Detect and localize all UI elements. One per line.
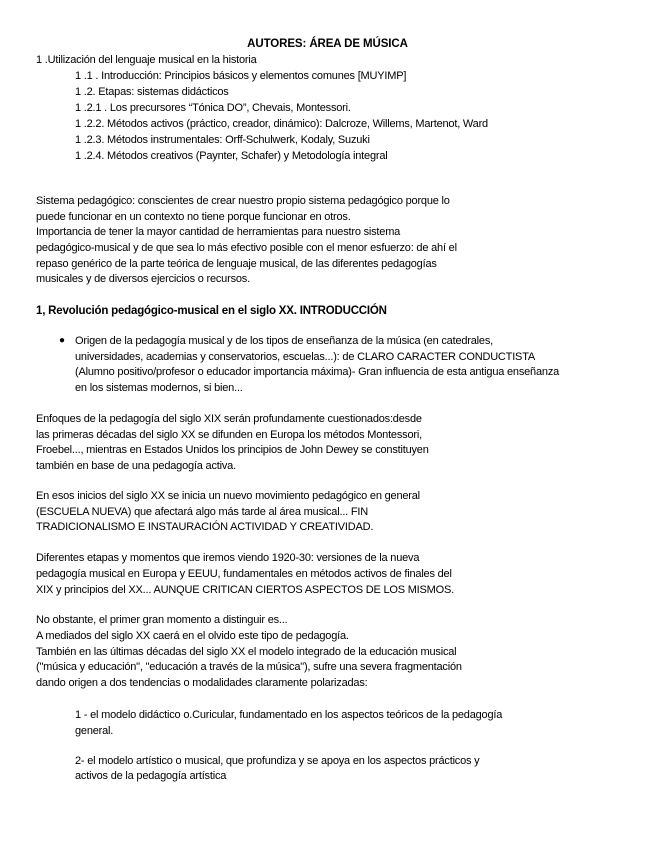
bullet-line: (Alumno positivo/profesor o educador importancia máxima)- Gran influencia de esta antigua enseñanza xyxy=(75,366,560,378)
bullet-line: en los sistemas modernos, si bien... xyxy=(75,382,243,394)
toc-item: 1 .1 . Introducción: Principios básicos y elementos comunes [MUYIMP] xyxy=(75,70,407,82)
toc-item: 1 .2.4. Métodos creativos (Paynter, Schafer) y Metodología integral xyxy=(75,150,388,162)
model-line: 2- el modelo artístico o musical, que profundiza y se apoya en los aspectos prácticos y xyxy=(75,755,480,767)
paragraph-line: XIX y principios del XX... AUNQUE CRITICAN CIERTOS ASPECTOS DE LOS MISMOS. xyxy=(36,584,454,596)
paragraph-line: Enfoques de la pedagogía del siglo XIX serán profundamente cuestionados:desde xyxy=(36,413,422,425)
document-title: AUTORES: ÁREA DE MÚSICA xyxy=(247,38,408,50)
paragraph-line: Sistema pedagógico: conscientes de crear nuestro propio sistema pedagógico porque lo xyxy=(36,195,450,207)
paragraph-line: TRADICIONALISMO E INSTAURACIÓN ACTIVIDAD Y CREATIVIDAD. xyxy=(36,521,374,533)
bullet-icon: ● xyxy=(59,335,66,346)
paragraph-line: dando origen a dos tendencias o modalidades claramente polarizadas: xyxy=(36,677,368,689)
toc-item: 1 .2. Etapas: sistemas didácticos xyxy=(75,86,229,98)
paragraph-line: repaso genérico de la parte teórica de lenguaje musical, de las diferentes pedagogías xyxy=(36,258,437,270)
paragraph-line: Froebel..., mientras en Estados Unidos los principios de John Dewey se constituyen xyxy=(36,444,429,456)
bullet-line: universidades, academias y conservatorios, escuelas...): de CLARO CARACTER CONDUCTISTA xyxy=(75,351,536,363)
paragraph-line: A mediados del siglo XX caerá en el olvido este tipo de pedagogía. xyxy=(36,630,349,642)
paragraph-line: las primeras décadas del siglo XX se difunden en Europa los métodos Montessori, xyxy=(36,429,422,441)
paragraph-line: También en las últimas décadas del siglo XX el modelo integrado de la educación musical xyxy=(36,646,457,658)
paragraph-line: puede funcionar en un contexto no tiene porque funcionar en otros. xyxy=(36,211,351,223)
section-heading: 1, Revolución pedagógico-musical en el siglo XX. INTRODUCCIÓN xyxy=(36,305,387,317)
toc-item: 1 .2.2. Métodos activos (práctico, creador, dinámico): Dalcroze, Willems, Martenot, Ward xyxy=(75,118,488,130)
paragraph-line: ("música y educación", "educación a través de la música"), sufre una severa fragmentación xyxy=(36,661,462,673)
model-line: activos de la pedagogía artística xyxy=(75,770,227,782)
paragraph-line: No obstante, el primer gran momento a distinguir es... xyxy=(36,614,288,626)
toc-item: 1 .2.1 . Los precursores “Tónica DO”, Chevais, Montessori. xyxy=(75,102,351,114)
paragraph-line: también en base de una pedagogía activa. xyxy=(36,460,236,472)
paragraph-line: En esos inicios del siglo XX se inicia un nuevo movimiento pedagógico en general xyxy=(36,490,420,502)
model-line: 1 - el modelo didáctico o.Curicular, fundamentado en los aspectos teóricos de la pedagogía xyxy=(75,709,503,721)
model-line: general. xyxy=(75,725,114,737)
paragraph-line: pedagogía musical en Europa y EEUU, fundamentales en métodos activos de finales del xyxy=(36,568,452,580)
paragraph-line: Diferentes etapas y momentos que iremos viendo 1920-30: versiones de la nueva xyxy=(36,552,420,564)
toc-item: 1 .Utilización del lenguaje musical en la historia xyxy=(36,54,257,66)
toc-item: 1 .2.3. Métodos instrumentales: Orff-Schulwerk, Kodaly, Suzuki xyxy=(75,134,370,146)
paragraph-line: pedagógico-musical y de que sea lo más efectivo posible con el menor esfuerzo: de ahí el xyxy=(36,242,457,254)
bullet-line: Origen de la pedagogía musical y de los tipos de enseñanza de la música (en catedrales, xyxy=(75,335,493,347)
paragraph-line: musicales y de diversos ejercicios o recursos. xyxy=(36,273,250,285)
paragraph-line: (ESCUELA NUEVA) que afectará algo más tarde al área musical... FIN xyxy=(36,506,369,518)
paragraph-line: Importancia de tener la mayor cantidad de herramientas para nuestro sistema xyxy=(36,226,401,238)
